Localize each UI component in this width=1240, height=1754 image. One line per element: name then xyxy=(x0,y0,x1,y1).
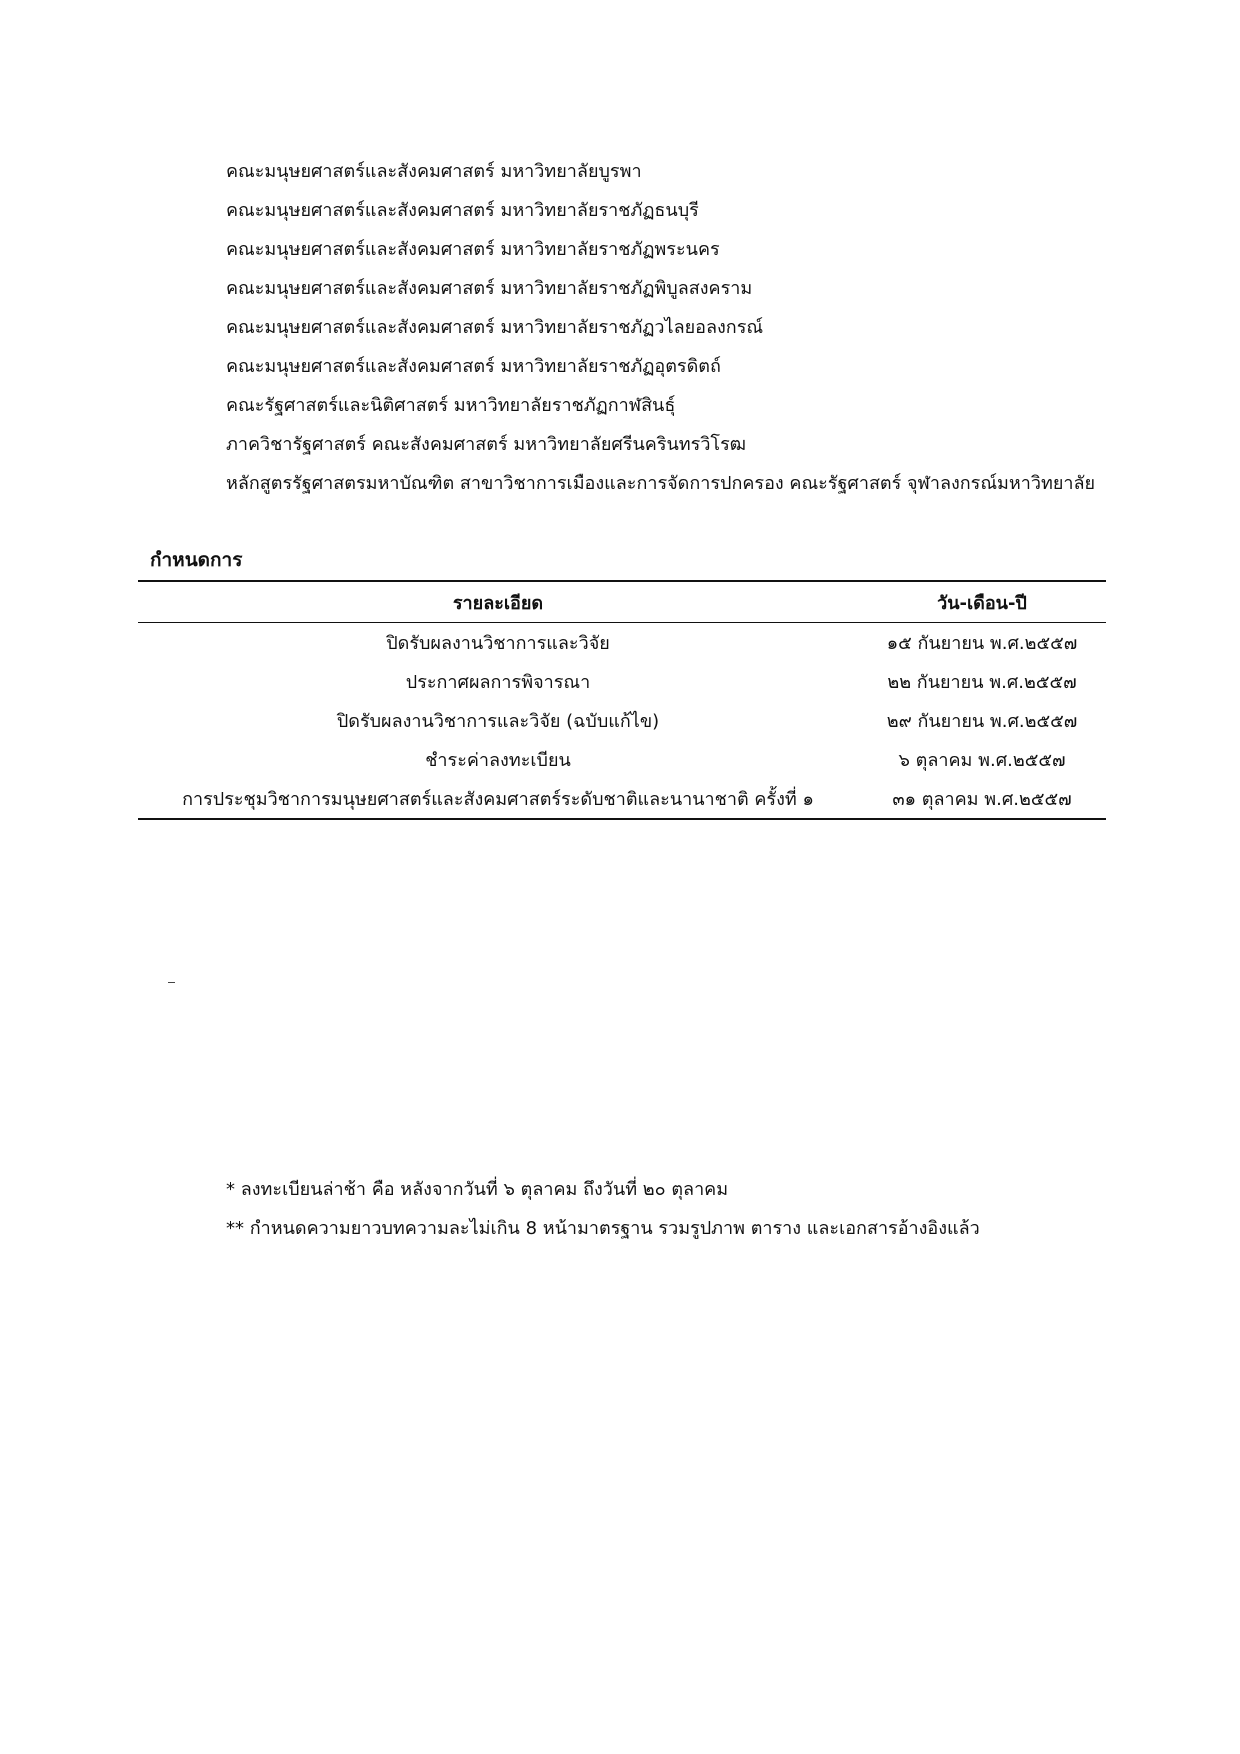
detail-cell: ประกาศผลการพิจารณา xyxy=(405,672,591,693)
organization-item: คณะมนุษยศาสตร์และสังคมศาสตร์ มหาวิทยาลัยราชภัฏพิบูลสงคราม xyxy=(226,278,753,299)
organization-item: คณะมนุษยศาสตร์และสังคมศาสตร์ มหาวิทยาลัยราชภัฏอุตรดิตถ์ xyxy=(226,356,721,377)
date-column-header: วัน-เดือน-ปี xyxy=(858,581,1106,623)
table-row xyxy=(138,779,1106,819)
detail-cell: ชำระค่าลงทะเบียน xyxy=(425,750,571,771)
schedule-table xyxy=(138,580,1106,820)
organization-item: คณะมนุษยศาสตร์และสังคมศาสตร์ มหาวิทยาลัยราชภัฏพระนคร xyxy=(226,239,720,260)
organization-list xyxy=(226,152,1095,503)
table-row xyxy=(138,740,1106,779)
organization-item: หลักสูตรรัฐศาสตรมหาบัณฑิต สาขาวิชาการเมืองและการจัดการปกครอง คณะรัฐศาสตร์ จุฬาลงกรณ์มหาวิทยาลัย xyxy=(226,473,1096,494)
footnote-paper-length: ** กำหนดความยาวบทความละไม่เกิน 8 หน้ามาตรฐาน รวมรูปภาพ ตาราง และเอกสารอ้างอิงแล้ว xyxy=(226,1218,980,1239)
detail-cell: ปิดรับผลงานวิชาการและวิจัย xyxy=(386,633,610,654)
organization-item: คณะรัฐศาสตร์และนิติศาสตร์ มหาวิทยาลัยราชภัฏกาฬสินธุ์ xyxy=(226,395,676,416)
date-cell: ๒๙ กันยายน พ.ศ.๒๕๕๗ xyxy=(886,711,1078,732)
date-cell: ๓๑ ตุลาคม พ.ศ.๒๕๕๗ xyxy=(858,779,1106,819)
organization-item: คณะมนุษยศาสตร์และสังคมศาสตร์ มหาวิทยาลัยราชภัฏวไลยอลงกรณ์ xyxy=(226,317,764,338)
detail-cell: การประชุมวิชาการมนุษยศาสตร์และสังคมศาสตร์ระดับชาติและนานาชาติ ครั้งที่ ๑ xyxy=(138,779,858,819)
table-row xyxy=(138,662,1106,701)
date-cell: ๖ ตุลาคม พ.ศ.๒๕๕๗ xyxy=(898,750,1066,771)
schedule-title: กำหนดการ xyxy=(150,549,243,571)
detail-cell: ปิดรับผลงานวิชาการและวิจัย (ฉบับแก้ไข) xyxy=(336,711,660,732)
organization-item: คณะมนุษยศาสตร์และสังคมศาสตร์ มหาวิทยาลัยบูรพา xyxy=(226,161,642,182)
organization-item: คณะมนุษยศาสตร์และสังคมศาสตร์ มหาวิทยาลัยราชภัฏธนบุรี xyxy=(226,200,699,221)
date-cell: ๒๒ กันยายน พ.ศ.๒๕๕๗ xyxy=(887,672,1077,693)
footnote-late-registration: * ลงทะเบียนล่าช้า คือ หลังจากวันที่ ๖ ตุลาคม ถึงวันที่ ๒๐ ตุลาคม xyxy=(226,1179,729,1200)
detail-column-header: รายละเอียด xyxy=(138,581,858,623)
schedule-header-row xyxy=(138,581,1106,623)
stray-dash-mark xyxy=(168,982,175,983)
date-cell: ๑๕ กันยายน พ.ศ.๒๕๕๗ xyxy=(886,633,1078,654)
table-row xyxy=(138,623,1106,663)
organization-item: ภาควิชารัฐศาสตร์ คณะสังคมศาสตร์ มหาวิทยาลัยศรีนครินทรวิโรฒ xyxy=(226,434,747,455)
footnote-list xyxy=(226,1170,980,1248)
table-row xyxy=(138,701,1106,740)
